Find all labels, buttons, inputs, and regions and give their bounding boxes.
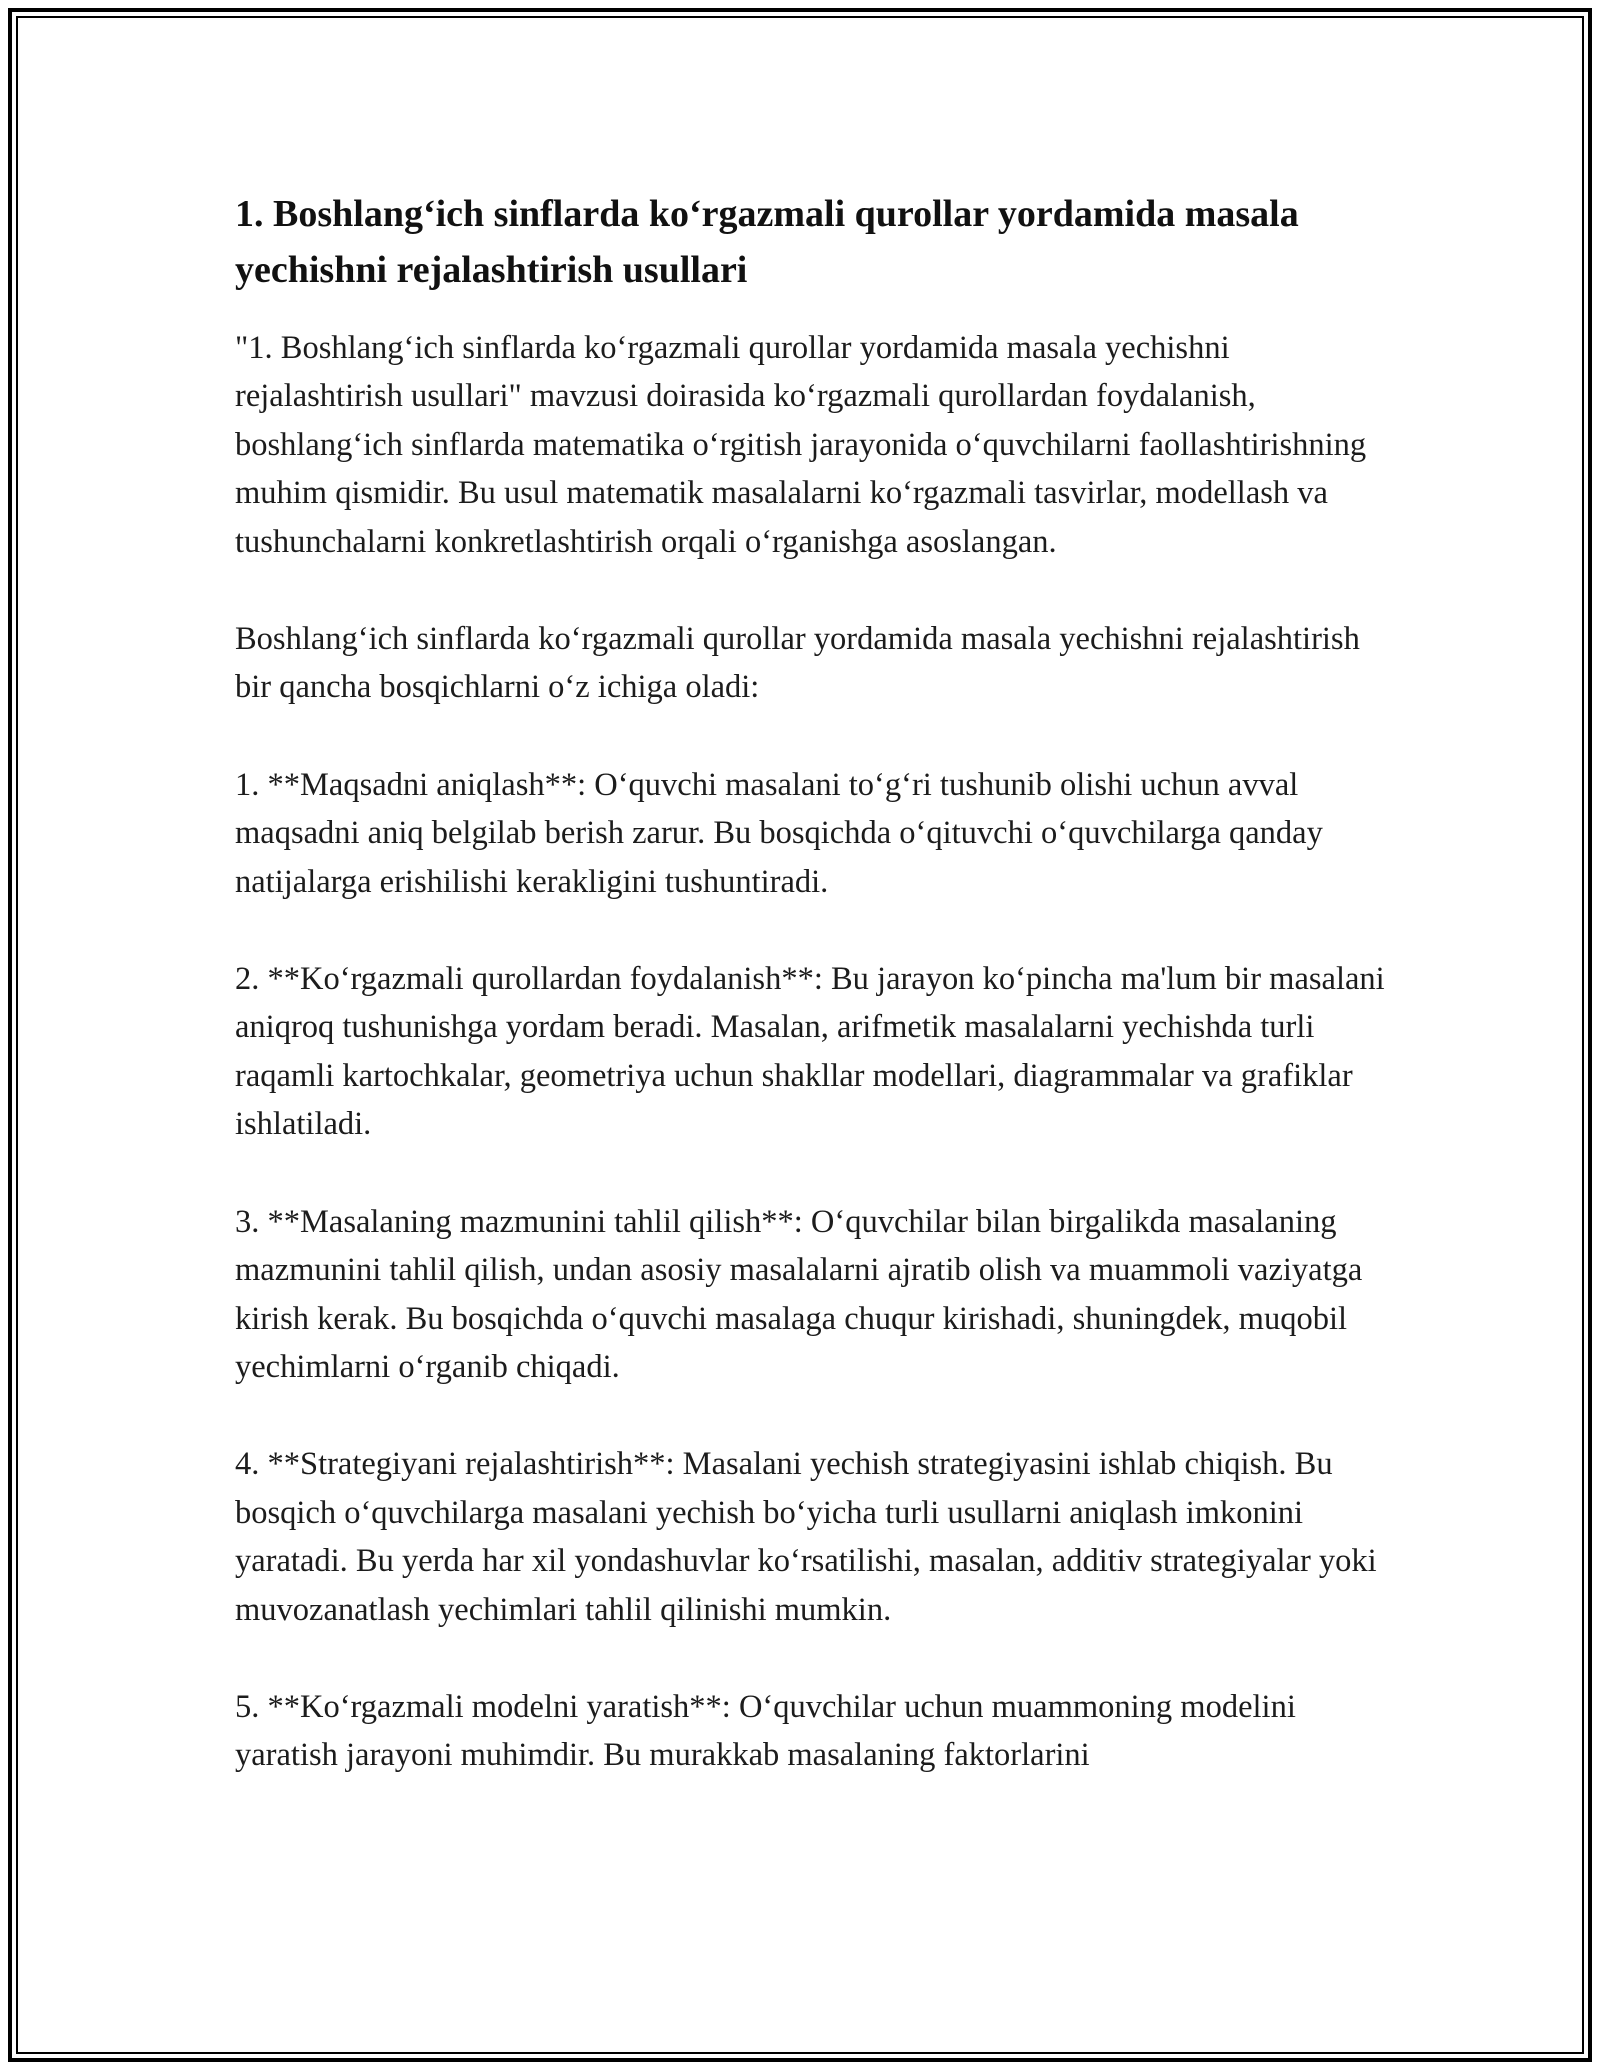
stages-intro-paragraph: Boshlang‘ich sinflarda ko‘rgazmali qurollar yordamida masala yechishni rejalashtirish bir qancha bosqichlarni o‘z ichiga oladi: xyxy=(235,621,1360,706)
step-1-paragraph: 1. **Maqsadni aniqlash**: O‘quvchi masalani to‘g‘ri tushunib olishi uchun avval maqsadni aniq belgilab berish zarur. Bu bosqichda o‘qituvchi o‘quvchilarga qanday natijalarga erishilishi kerakligini tushuntiradi. xyxy=(235,766,1323,900)
step-5-paragraph: 5. **Ko‘rgazmali modelni yaratish**: O‘quvchilar uchun muammoning modelini yaratish jarayoni muhimdir. Bu murakkab masalaning faktorlarini xyxy=(235,1688,1296,1774)
intro-paragraph: "1. Boshlang‘ich sinflarda ko‘rgazmali qurollar yordamida masala yechishni rejalashtirish usullari" mavzusi doirasida ko‘rgazmali qurollardan foydalanish, boshlang‘ich sinflarda matematika o‘rgitish jarayonida o‘quvchilarni faollashtirishning muhim qismidir. Bu usul matematik masalalarni ko‘rgazmali tasvirlar, modellash va tushunchalarni konkretlashtirish orqali o‘rganishga asoslangan. xyxy=(235,330,1367,560)
step-3-paragraph: 3. **Masalaning mazmunini tahlil qilish**: O‘quvchilar bilan birgalikda masalaning mazmunini tahlil qilish, undan asosiy masalalarni ajratib olish va muammoli vaziyatga kirish kerak. Bu bosqichda o‘quvchi masalaga chuqur kirishadi, shuningdek, muqobil yechimlarni o‘rganib chiqadi. xyxy=(235,1203,1363,1385)
step-2-paragraph: 2. **Ko‘rgazmali qurollardan foydalanish**: Bu jarayon ko‘pincha ma'lum bir masalani aniqroq tushunishga yordam beradi. Masalan, arifmetik masalalarni yechishda turli raqamli kartochkalar, geometriya uchun shakllar modellari, diagrammalar va grafiklar ishlatiladi. xyxy=(235,961,1385,1143)
step-4-paragraph: 4. **Strategiyani rejalashtirish**: Masalani yechish strategiyasini ishlab chiqish. Bu bosqich o‘quvchilarga masalani yechish bo‘yicha turli usullarni aniqlash imkonini yaratadi. Bu yerda har xil yondashuvlar ko‘rsatilishi, masalan, additiv strategiyalar yoki muvozanatlash yechimlari tahlil qilinishi mumkin. xyxy=(235,1446,1377,1628)
document-body xyxy=(235,186,1385,1829)
document-title: 1. Boshlang‘ich sinflarda ko‘rgazmali qurollar yordamida masala yechishni rejalashtirish usullari xyxy=(235,193,1299,291)
